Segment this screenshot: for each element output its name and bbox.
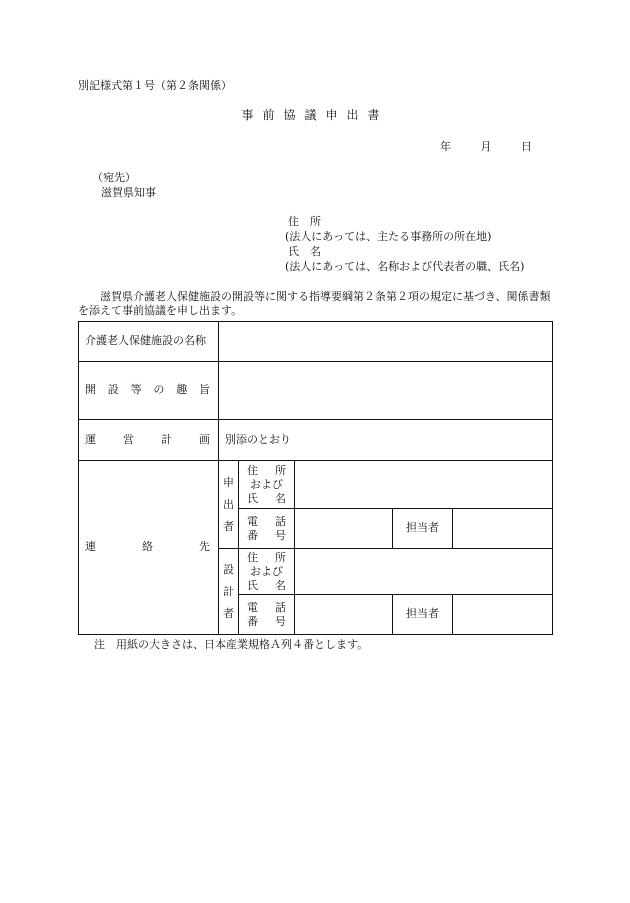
- designer-addr-name-label: 住 所 および 氏 名: [239, 549, 295, 595]
- purpose-field[interactable]: [219, 362, 553, 420]
- designer-addr-name-field[interactable]: [295, 549, 553, 595]
- designer-person-field[interactable]: [453, 595, 553, 635]
- contact-label: 連 絡 先: [79, 461, 219, 635]
- purpose-label: 開 設 等 の 趣 旨: [79, 362, 219, 420]
- applicant-address-label: 住 所: [288, 215, 321, 228]
- operation-label: 運 営 計 画: [79, 420, 219, 461]
- document-title: 事前協議申出書: [241, 108, 389, 122]
- form-table: [78, 321, 553, 635]
- applicant-phone-field[interactable]: [295, 509, 393, 549]
- operation-row: [79, 420, 553, 461]
- applicant-name-label: 氏 名: [288, 245, 321, 258]
- applicant-name-note: (法人にあっては、名称および代表者の職、氏名): [285, 260, 525, 273]
- applicant-person-field[interactable]: [453, 509, 553, 549]
- footnote: 注 用紙の大きさは、日本産業規格Ａ列４番とします。: [94, 638, 369, 651]
- designer-person-label: 担当者: [393, 595, 453, 635]
- addressee-label: （宛先）: [92, 171, 136, 184]
- date-day: 日: [521, 140, 532, 153]
- designer-group-label: 設 計 者: [219, 549, 239, 635]
- date-year: 年: [440, 140, 451, 153]
- applicant-block: [285, 214, 524, 274]
- purpose-row: [79, 362, 553, 420]
- applicant-phone-label: 電 話 番 号: [239, 509, 295, 549]
- body-text: 滋賀県介護老人保健施設の開設等に関する指導要綱第２条第２項の規定に基づき、関係書類を添えて事前協議を申し出ます。: [78, 290, 551, 317]
- applicant-address-note: (法人にあっては、主たる事務所の所在地): [285, 230, 492, 243]
- facility-name-label: 介護老人保健施設の名称: [79, 322, 219, 362]
- applicant-person-label: 担当者: [393, 509, 453, 549]
- addressee-name: 滋賀県知事: [101, 186, 156, 199]
- applicant-addr-name-field[interactable]: [295, 461, 553, 509]
- applicant-address-row: [79, 461, 553, 509]
- applicant-group-label: 申 出 者: [219, 461, 239, 549]
- date-line: [440, 140, 558, 154]
- date-month: 月: [480, 140, 492, 153]
- designer-phone-field[interactable]: [295, 595, 393, 635]
- facility-name-field[interactable]: [219, 322, 553, 362]
- applicant-addr-name-label: 住 所 および 氏 名: [239, 461, 295, 509]
- form-number: 別記様式第１号（第２条関係）: [78, 79, 232, 92]
- operation-value: 別添のとおり: [219, 420, 553, 461]
- facility-name-row: [79, 322, 553, 362]
- designer-phone-label: 電 話 番 号: [239, 595, 295, 635]
